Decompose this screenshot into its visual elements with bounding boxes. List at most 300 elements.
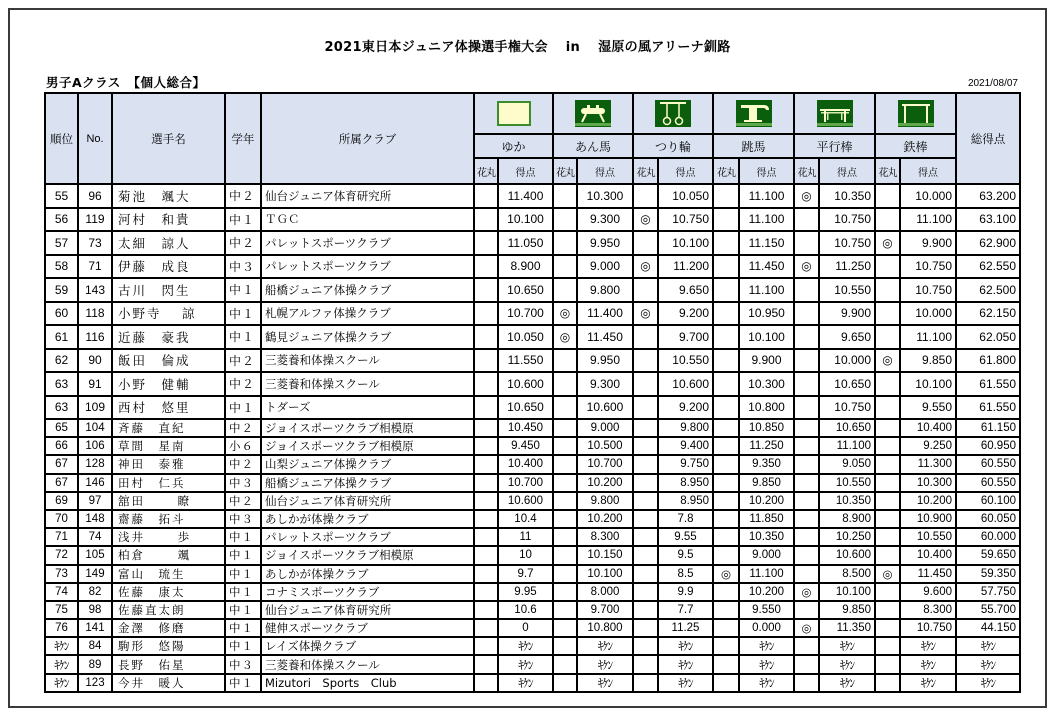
- grade-cell: 中１: [225, 396, 261, 420]
- rings-icon: [655, 100, 691, 127]
- total-score-cell: 60.100: [956, 492, 1020, 510]
- score-cell: ｷｹﾝ: [819, 674, 875, 692]
- results-table: [44, 92, 1021, 693]
- grade-cell: 小６: [225, 437, 261, 455]
- bib-number-cell: 89: [78, 655, 112, 673]
- hanamaru-mark-cell: [794, 455, 819, 473]
- hanamaru-mark-cell: [713, 208, 739, 232]
- rank-cell: 56: [45, 208, 78, 232]
- athlete-name-cell: 近藤 豪我: [112, 325, 225, 349]
- hanamaru-mark-cell: [633, 437, 658, 455]
- hanamaru-mark-cell: [553, 396, 577, 420]
- score-cell: ｷｹﾝ: [577, 637, 633, 655]
- score-cell: 10.250: [819, 528, 875, 546]
- score-cell: 11.300: [900, 455, 956, 473]
- grade-cell: 中１: [225, 601, 261, 619]
- bib-number-cell: 96: [78, 184, 112, 208]
- score-cell: 10.450: [498, 419, 553, 437]
- hanamaru-mark-cell: [713, 372, 739, 396]
- hanamaru-mark-cell: [474, 419, 498, 437]
- event-name-horizontal-bar: 鉄棒: [875, 134, 956, 158]
- score-cell: 9.7: [498, 565, 553, 583]
- hanamaru-mark-cell: [713, 419, 739, 437]
- total-score-cell: 62.550: [956, 255, 1020, 279]
- event-icon-cell: [474, 93, 553, 134]
- hanamaru-mark-cell: [633, 278, 658, 302]
- bib-number-cell: 105: [78, 546, 112, 564]
- score-cell: 10.150: [577, 546, 633, 564]
- score-cell: 11.400: [498, 184, 553, 208]
- hanamaru-mark-cell: [553, 349, 577, 373]
- score-cell: 10.650: [819, 372, 875, 396]
- total-score-cell: 61.800: [956, 349, 1020, 373]
- table-row: [45, 655, 1020, 673]
- score-cell: 9.650: [819, 325, 875, 349]
- hanamaru-mark-cell: [794, 349, 819, 373]
- hanamaru-mark-cell: [474, 231, 498, 255]
- score-cell: 9.000: [577, 419, 633, 437]
- parallel-bars-icon: [817, 100, 853, 127]
- subheader-score: 得点: [739, 158, 794, 184]
- hanamaru-mark-cell: [875, 619, 900, 637]
- hanamaru-mark-cell: ◎: [875, 349, 900, 373]
- athlete-name-cell: 富山 琉生: [112, 565, 225, 583]
- score-cell: 8.900: [498, 255, 553, 279]
- grade-cell: 中１: [225, 528, 261, 546]
- bib-number-cell: 106: [78, 437, 112, 455]
- hanamaru-mark-cell: [875, 492, 900, 510]
- table-row: [45, 231, 1020, 255]
- rank-cell: 55: [45, 184, 78, 208]
- hanamaru-mark-cell: [474, 637, 498, 655]
- hanamaru-mark-cell: ◎: [794, 255, 819, 279]
- hanamaru-mark-cell: ◎: [553, 325, 577, 349]
- athlete-name-cell: 今井 暖人: [112, 674, 225, 692]
- score-cell: ｷｹﾝ: [900, 674, 956, 692]
- hanamaru-mark-cell: [474, 278, 498, 302]
- event-name-vault: 跳馬: [713, 134, 794, 158]
- score-cell: 9.950: [577, 349, 633, 373]
- score-cell: 0: [498, 619, 553, 637]
- hanamaru-mark-cell: [713, 528, 739, 546]
- score-cell: 10.750: [900, 278, 956, 302]
- hanamaru-mark-cell: [713, 325, 739, 349]
- athlete-name-cell: 斉藤 直紀: [112, 419, 225, 437]
- score-cell: 11.350: [819, 619, 875, 637]
- hanamaru-mark-cell: [713, 637, 739, 655]
- grade-cell: 中２: [225, 419, 261, 437]
- hanamaru-mark-cell: [553, 510, 577, 528]
- hanamaru-mark-cell: [474, 396, 498, 420]
- floor-icon: [496, 100, 532, 127]
- subheader-score: 得点: [498, 158, 553, 184]
- table-row: [45, 349, 1020, 373]
- score-cell: 10.300: [900, 474, 956, 492]
- score-cell: 11.450: [900, 565, 956, 583]
- hanamaru-mark-cell: [794, 565, 819, 583]
- hanamaru-mark-cell: ◎: [633, 208, 658, 232]
- bib-number-cell: 71: [78, 255, 112, 279]
- bib-number-cell: 104: [78, 419, 112, 437]
- hanamaru-mark-cell: [875, 437, 900, 455]
- hanamaru-mark-cell: [553, 583, 577, 601]
- hanamaru-mark-cell: [875, 510, 900, 528]
- hanamaru-mark-cell: [633, 455, 658, 473]
- grade-cell: 中２: [225, 492, 261, 510]
- rank-cell: ｷｹﾝ: [45, 637, 78, 655]
- event-icon-cell: [713, 93, 794, 134]
- hanamaru-mark-cell: [713, 302, 739, 326]
- total-score-cell: 62.150: [956, 302, 1020, 326]
- title-in: in: [565, 40, 581, 55]
- rank-cell: 58: [45, 255, 78, 279]
- score-cell: 10.950: [739, 302, 794, 326]
- vault-icon: [736, 100, 772, 127]
- score-cell: 11.100: [739, 278, 794, 302]
- score-cell: 11.100: [819, 437, 875, 455]
- score-cell: ｷｹﾝ: [900, 637, 956, 655]
- score-cell: 8.950: [658, 492, 713, 510]
- score-cell: 9.800: [577, 492, 633, 510]
- score-cell: 9.800: [577, 278, 633, 302]
- score-cell: ｷｹﾝ: [739, 674, 794, 692]
- score-cell: 10.550: [819, 278, 875, 302]
- subheader-score: 得点: [577, 158, 633, 184]
- table-row: [45, 455, 1020, 473]
- hanamaru-mark-cell: [553, 528, 577, 546]
- hanamaru-mark-cell: [633, 419, 658, 437]
- bib-number-cell: 146: [78, 474, 112, 492]
- subheader-mark: 花丸: [474, 158, 498, 184]
- score-cell: 9.300: [577, 372, 633, 396]
- hanamaru-mark-cell: [633, 184, 658, 208]
- rank-cell: 75: [45, 601, 78, 619]
- subheader-mark: 花丸: [713, 158, 739, 184]
- hanamaru-mark-cell: [713, 674, 739, 692]
- hanamaru-mark-cell: [633, 546, 658, 564]
- hanamaru-mark-cell: [633, 619, 658, 637]
- bib-number-cell: 82: [78, 583, 112, 601]
- hanamaru-mark-cell: [474, 325, 498, 349]
- hanamaru-mark-cell: [713, 601, 739, 619]
- score-cell: 11: [498, 528, 553, 546]
- club-cell: パレットスポーツクラブ: [261, 255, 474, 279]
- hanamaru-mark-cell: [713, 655, 739, 673]
- score-cell: ｷｹﾝ: [577, 655, 633, 673]
- hanamaru-mark-cell: [875, 208, 900, 232]
- score-cell: 9.300: [577, 208, 633, 232]
- hanamaru-mark-cell: [474, 255, 498, 279]
- score-cell: 10.750: [819, 208, 875, 232]
- score-cell: 10.750: [819, 396, 875, 420]
- hanamaru-mark-cell: [474, 437, 498, 455]
- rank-cell: 62: [45, 349, 78, 373]
- total-score-cell: 57.750: [956, 583, 1020, 601]
- score-cell: ｷｹﾝ: [900, 655, 956, 673]
- score-cell: 10.200: [900, 492, 956, 510]
- score-cell: 10.100: [498, 208, 553, 232]
- table-row: [45, 255, 1020, 279]
- total-score-cell: ｷｹﾝ: [956, 674, 1020, 692]
- club-cell: ジョイスポーツクラブ相模原: [261, 546, 474, 564]
- score-cell: 8.500: [819, 565, 875, 583]
- total-score-cell: ｷｹﾝ: [956, 637, 1020, 655]
- table-row: [45, 619, 1020, 637]
- bib-number-cell: 148: [78, 510, 112, 528]
- score-cell: ｷｹﾝ: [498, 655, 553, 673]
- bib-number-cell: 149: [78, 565, 112, 583]
- hanamaru-mark-cell: [633, 349, 658, 373]
- score-cell: 11.100: [900, 325, 956, 349]
- score-cell: 8.300: [577, 528, 633, 546]
- hanamaru-mark-cell: [553, 455, 577, 473]
- rank-cell: 59: [45, 278, 78, 302]
- athlete-name-cell: 草間 星南: [112, 437, 225, 455]
- table-row: [45, 583, 1020, 601]
- score-cell: 10.200: [739, 583, 794, 601]
- grade-cell: 中１: [225, 278, 261, 302]
- event-name-parallel-bars: 平行棒: [794, 134, 875, 158]
- rank-cell: 63: [45, 372, 78, 396]
- grade-cell: 中１: [225, 208, 261, 232]
- athlete-name-cell: 古川 閃生: [112, 278, 225, 302]
- score-cell: 10.700: [577, 455, 633, 473]
- score-cell: 9.700: [577, 601, 633, 619]
- club-cell: 山梨ジュニア体操クラブ: [261, 455, 474, 473]
- score-cell: 10.800: [577, 619, 633, 637]
- hanamaru-mark-cell: [875, 325, 900, 349]
- hanamaru-mark-cell: [794, 208, 819, 232]
- score-cell: 10.100: [577, 565, 633, 583]
- score-cell: 9.400: [658, 437, 713, 455]
- club-cell: Mizutori Sports Club: [261, 674, 474, 692]
- athlete-name-cell: 飯田 倫成: [112, 349, 225, 373]
- hanamaru-mark-cell: [474, 510, 498, 528]
- club-cell: 仙台ジュニア体育研究所: [261, 492, 474, 510]
- table-row: [45, 208, 1020, 232]
- score-cell: ｷｹﾝ: [739, 637, 794, 655]
- total-score-cell: 60.550: [956, 455, 1020, 473]
- hanamaru-mark-cell: [794, 302, 819, 326]
- score-cell: 10.750: [900, 255, 956, 279]
- table-row: [45, 674, 1020, 692]
- hanamaru-mark-cell: [875, 583, 900, 601]
- hanamaru-mark-cell: [875, 455, 900, 473]
- score-cell: ｷｹﾝ: [739, 655, 794, 673]
- score-cell: 10.6: [498, 601, 553, 619]
- athlete-name-cell: 金澤 修磨: [112, 619, 225, 637]
- score-cell: 8.5: [658, 565, 713, 583]
- subheader-mark: 花丸: [875, 158, 900, 184]
- hanamaru-mark-cell: [553, 474, 577, 492]
- hanamaru-mark-cell: ◎: [875, 565, 900, 583]
- table-row: [45, 184, 1020, 208]
- rank-cell: 69: [45, 492, 78, 510]
- rank-cell: 57: [45, 231, 78, 255]
- score-cell: 7.7: [658, 601, 713, 619]
- score-cell: 10.000: [900, 302, 956, 326]
- athlete-name-cell: 菊池 颯大: [112, 184, 225, 208]
- score-cell: 10: [498, 546, 553, 564]
- hanamaru-mark-cell: ◎: [713, 565, 739, 583]
- athlete-name-cell: 太細 諒人: [112, 231, 225, 255]
- score-cell: 10.700: [498, 302, 553, 326]
- bib-number-cell: 143: [78, 278, 112, 302]
- score-cell: 10.400: [498, 455, 553, 473]
- hanamaru-mark-cell: [875, 655, 900, 673]
- score-cell: 11.450: [739, 255, 794, 279]
- score-cell: 9.55: [658, 528, 713, 546]
- score-cell: 10.500: [577, 437, 633, 455]
- total-score-cell: 60.000: [956, 528, 1020, 546]
- table-row: [45, 510, 1020, 528]
- hanamaru-mark-cell: [875, 278, 900, 302]
- hanamaru-mark-cell: [633, 325, 658, 349]
- grade-cell: 中３: [225, 474, 261, 492]
- score-cell: 9.200: [658, 302, 713, 326]
- score-cell: 9.850: [900, 349, 956, 373]
- table-row: [45, 474, 1020, 492]
- bib-number-cell: 97: [78, 492, 112, 510]
- hanamaru-mark-cell: [713, 455, 739, 473]
- hanamaru-mark-cell: [633, 528, 658, 546]
- hanamaru-mark-cell: [553, 372, 577, 396]
- hanamaru-mark-cell: [474, 546, 498, 564]
- score-cell: 10.100: [900, 372, 956, 396]
- score-cell: 9.850: [819, 601, 875, 619]
- grade-cell: 中１: [225, 674, 261, 692]
- hanamaru-mark-cell: ◎: [794, 583, 819, 601]
- athlete-name-cell: 柏倉 颯: [112, 546, 225, 564]
- hanamaru-mark-cell: [553, 674, 577, 692]
- score-cell: 10.350: [819, 184, 875, 208]
- score-cell: 9.5: [658, 546, 713, 564]
- bib-number-cell: 84: [78, 637, 112, 655]
- subheader-mark: 花丸: [633, 158, 658, 184]
- score-cell: 10.750: [819, 231, 875, 255]
- score-cell: 9.9: [658, 583, 713, 601]
- score-cell: 11.050: [498, 231, 553, 255]
- hanamaru-mark-cell: [713, 583, 739, 601]
- score-cell: 9.350: [739, 455, 794, 473]
- table-row: [45, 546, 1020, 564]
- header-grade: 学年: [225, 93, 261, 184]
- athlete-name-cell: 長野 佑星: [112, 655, 225, 673]
- score-cell: 9.600: [900, 583, 956, 601]
- total-score-cell: 61.550: [956, 396, 1020, 420]
- club-cell: 健伸スポーツクラブ: [261, 619, 474, 637]
- score-cell: 11.250: [819, 255, 875, 279]
- score-cell: 10.200: [577, 510, 633, 528]
- hanamaru-mark-cell: [794, 546, 819, 564]
- grade-cell: 中１: [225, 619, 261, 637]
- total-score-cell: 55.700: [956, 601, 1020, 619]
- hanamaru-mark-cell: [713, 349, 739, 373]
- hanamaru-mark-cell: [553, 565, 577, 583]
- score-cell: 10.400: [900, 546, 956, 564]
- score-cell: 11.100: [739, 208, 794, 232]
- club-cell: 三菱養和体操スクール: [261, 655, 474, 673]
- club-cell: ＴＧＣ: [261, 208, 474, 232]
- hanamaru-mark-cell: [794, 325, 819, 349]
- hanamaru-mark-cell: [794, 372, 819, 396]
- hanamaru-mark-cell: [553, 278, 577, 302]
- hanamaru-mark-cell: [875, 528, 900, 546]
- bib-number-cell: 91: [78, 372, 112, 396]
- athlete-name-cell: 浅井 歩: [112, 528, 225, 546]
- grade-cell: 中１: [225, 546, 261, 564]
- header-rank: 順位: [45, 93, 78, 184]
- score-cell: 9.250: [900, 437, 956, 455]
- hanamaru-mark-cell: [713, 231, 739, 255]
- hanamaru-mark-cell: [794, 278, 819, 302]
- score-cell: 9.950: [577, 231, 633, 255]
- rank-cell: 66: [45, 437, 78, 455]
- event-icon-cell: [794, 93, 875, 134]
- hanamaru-mark-cell: ◎: [633, 255, 658, 279]
- athlete-name-cell: 小野 健輔: [112, 372, 225, 396]
- score-cell: 10.000: [900, 184, 956, 208]
- hanamaru-mark-cell: [474, 655, 498, 673]
- bib-number-cell: 119: [78, 208, 112, 232]
- score-cell: 10.600: [498, 492, 553, 510]
- hanamaru-mark-cell: [875, 674, 900, 692]
- hanamaru-mark-cell: [474, 601, 498, 619]
- score-cell: ｷｹﾝ: [658, 655, 713, 673]
- bib-number-cell: 123: [78, 674, 112, 692]
- subheader-mark: 花丸: [794, 158, 819, 184]
- table-row: [45, 437, 1020, 455]
- athlete-name-cell: 小野寺 諒: [112, 302, 225, 326]
- bib-number-cell: 116: [78, 325, 112, 349]
- club-cell: 船橋ジュニア体操クラブ: [261, 474, 474, 492]
- score-cell: 8.300: [900, 601, 956, 619]
- hanamaru-mark-cell: [553, 184, 577, 208]
- table-row: [45, 565, 1020, 583]
- table-row: [45, 396, 1020, 420]
- hanamaru-mark-cell: [474, 455, 498, 473]
- club-cell: 三菱養和体操スクール: [261, 372, 474, 396]
- hanamaru-mark-cell: [553, 208, 577, 232]
- score-cell: 0.000: [739, 619, 794, 637]
- event-name-pommel-horse: あん馬: [553, 134, 633, 158]
- score-cell: 9.750: [658, 455, 713, 473]
- total-score-cell: 62.050: [956, 325, 1020, 349]
- hanamaru-mark-cell: [474, 674, 498, 692]
- score-cell: 9.650: [658, 278, 713, 302]
- hanamaru-mark-cell: [553, 437, 577, 455]
- bib-number-cell: 73: [78, 231, 112, 255]
- grade-cell: 中３: [225, 255, 261, 279]
- rank-cell: 76: [45, 619, 78, 637]
- hanamaru-mark-cell: [633, 601, 658, 619]
- club-cell: レイズ体操クラブ: [261, 637, 474, 655]
- score-cell: ｷｹﾝ: [658, 674, 713, 692]
- score-cell: ｷｹﾝ: [577, 674, 633, 692]
- title-competition: 2021東日本ジュニア体操選手権大会: [324, 40, 548, 55]
- bib-number-cell: 109: [78, 396, 112, 420]
- score-cell: 11.100: [900, 208, 956, 232]
- grade-cell: 中１: [225, 583, 261, 601]
- score-cell: 8.950: [658, 474, 713, 492]
- score-cell: 10.200: [739, 492, 794, 510]
- club-cell: あしかが体操クラブ: [261, 565, 474, 583]
- score-cell: 9.900: [819, 302, 875, 326]
- subheader-score: 得点: [900, 158, 956, 184]
- bib-number-cell: 98: [78, 601, 112, 619]
- club-cell: ジョイスポーツクラブ相模原: [261, 437, 474, 455]
- table-row: [45, 325, 1020, 349]
